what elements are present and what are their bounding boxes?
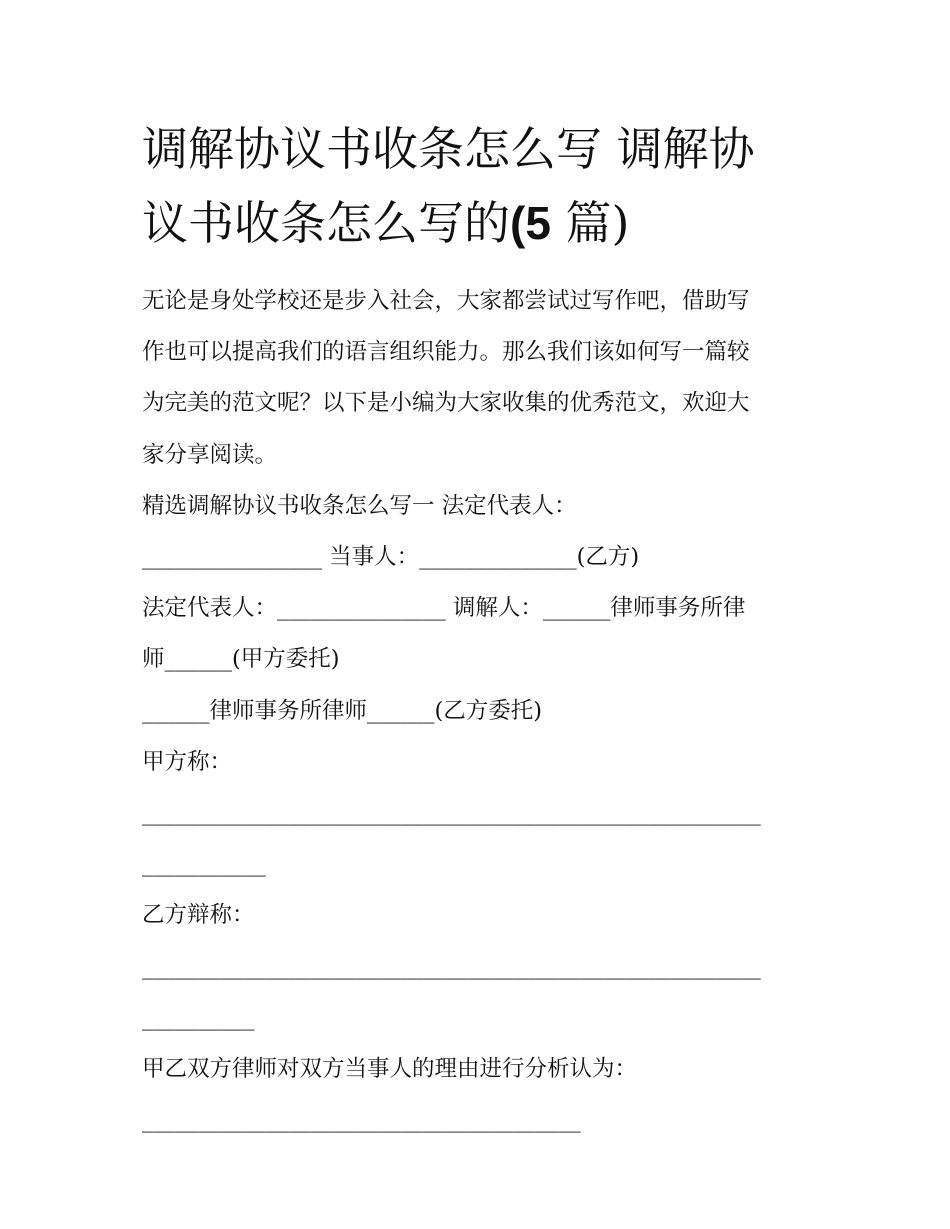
title-count: (5 bbox=[510, 197, 551, 249]
body-line: 甲方称： bbox=[142, 748, 233, 775]
title-line-1: 调解协议书收条怎么写 调解协 bbox=[142, 122, 755, 176]
body-line: 乙方辩称： bbox=[142, 902, 255, 929]
blank-line: _______________________________________________________ bbox=[142, 800, 761, 827]
title-tail: 篇) bbox=[550, 196, 630, 250]
document-body bbox=[142, 276, 822, 1146]
document-title bbox=[142, 112, 822, 260]
body-line: ______律师事务所律师______(乙方委托) bbox=[142, 697, 543, 724]
title-line-2: 议书收条怎么写的 bbox=[142, 196, 510, 250]
section-heading: 精选调解协议书收条怎么写一 法定代表人： bbox=[142, 492, 577, 519]
blank-line: ___________ bbox=[142, 851, 266, 878]
blank-line: _______________________________________________________ bbox=[142, 953, 761, 980]
body-line: 师______(甲方委托) bbox=[142, 646, 340, 673]
intro-line: 无论是身处学校还是步入社会，大家都尝试过写作吧，借助写 bbox=[142, 288, 750, 314]
body-line: 甲乙双方律师对双方当事人的理由进行分析认为： bbox=[142, 1056, 638, 1083]
body-line: 法定代表人：_______________ 调解人：______律师事务所律 bbox=[142, 595, 746, 622]
body-line: ________________ 当事人：______________(乙方) bbox=[142, 544, 640, 571]
blank-line: __________ bbox=[142, 1004, 255, 1031]
intro-line: 家分享阅读。 bbox=[142, 441, 278, 468]
intro-line: 作也可以提高我们的语言组织能力。那么我们该如何写一篇较 bbox=[142, 339, 750, 366]
blank-line: _______________________________________ bbox=[142, 1107, 581, 1134]
intro-line: 为完美的范文呢？以下是小编为大家收集的优秀范文，欢迎大 bbox=[142, 390, 750, 417]
